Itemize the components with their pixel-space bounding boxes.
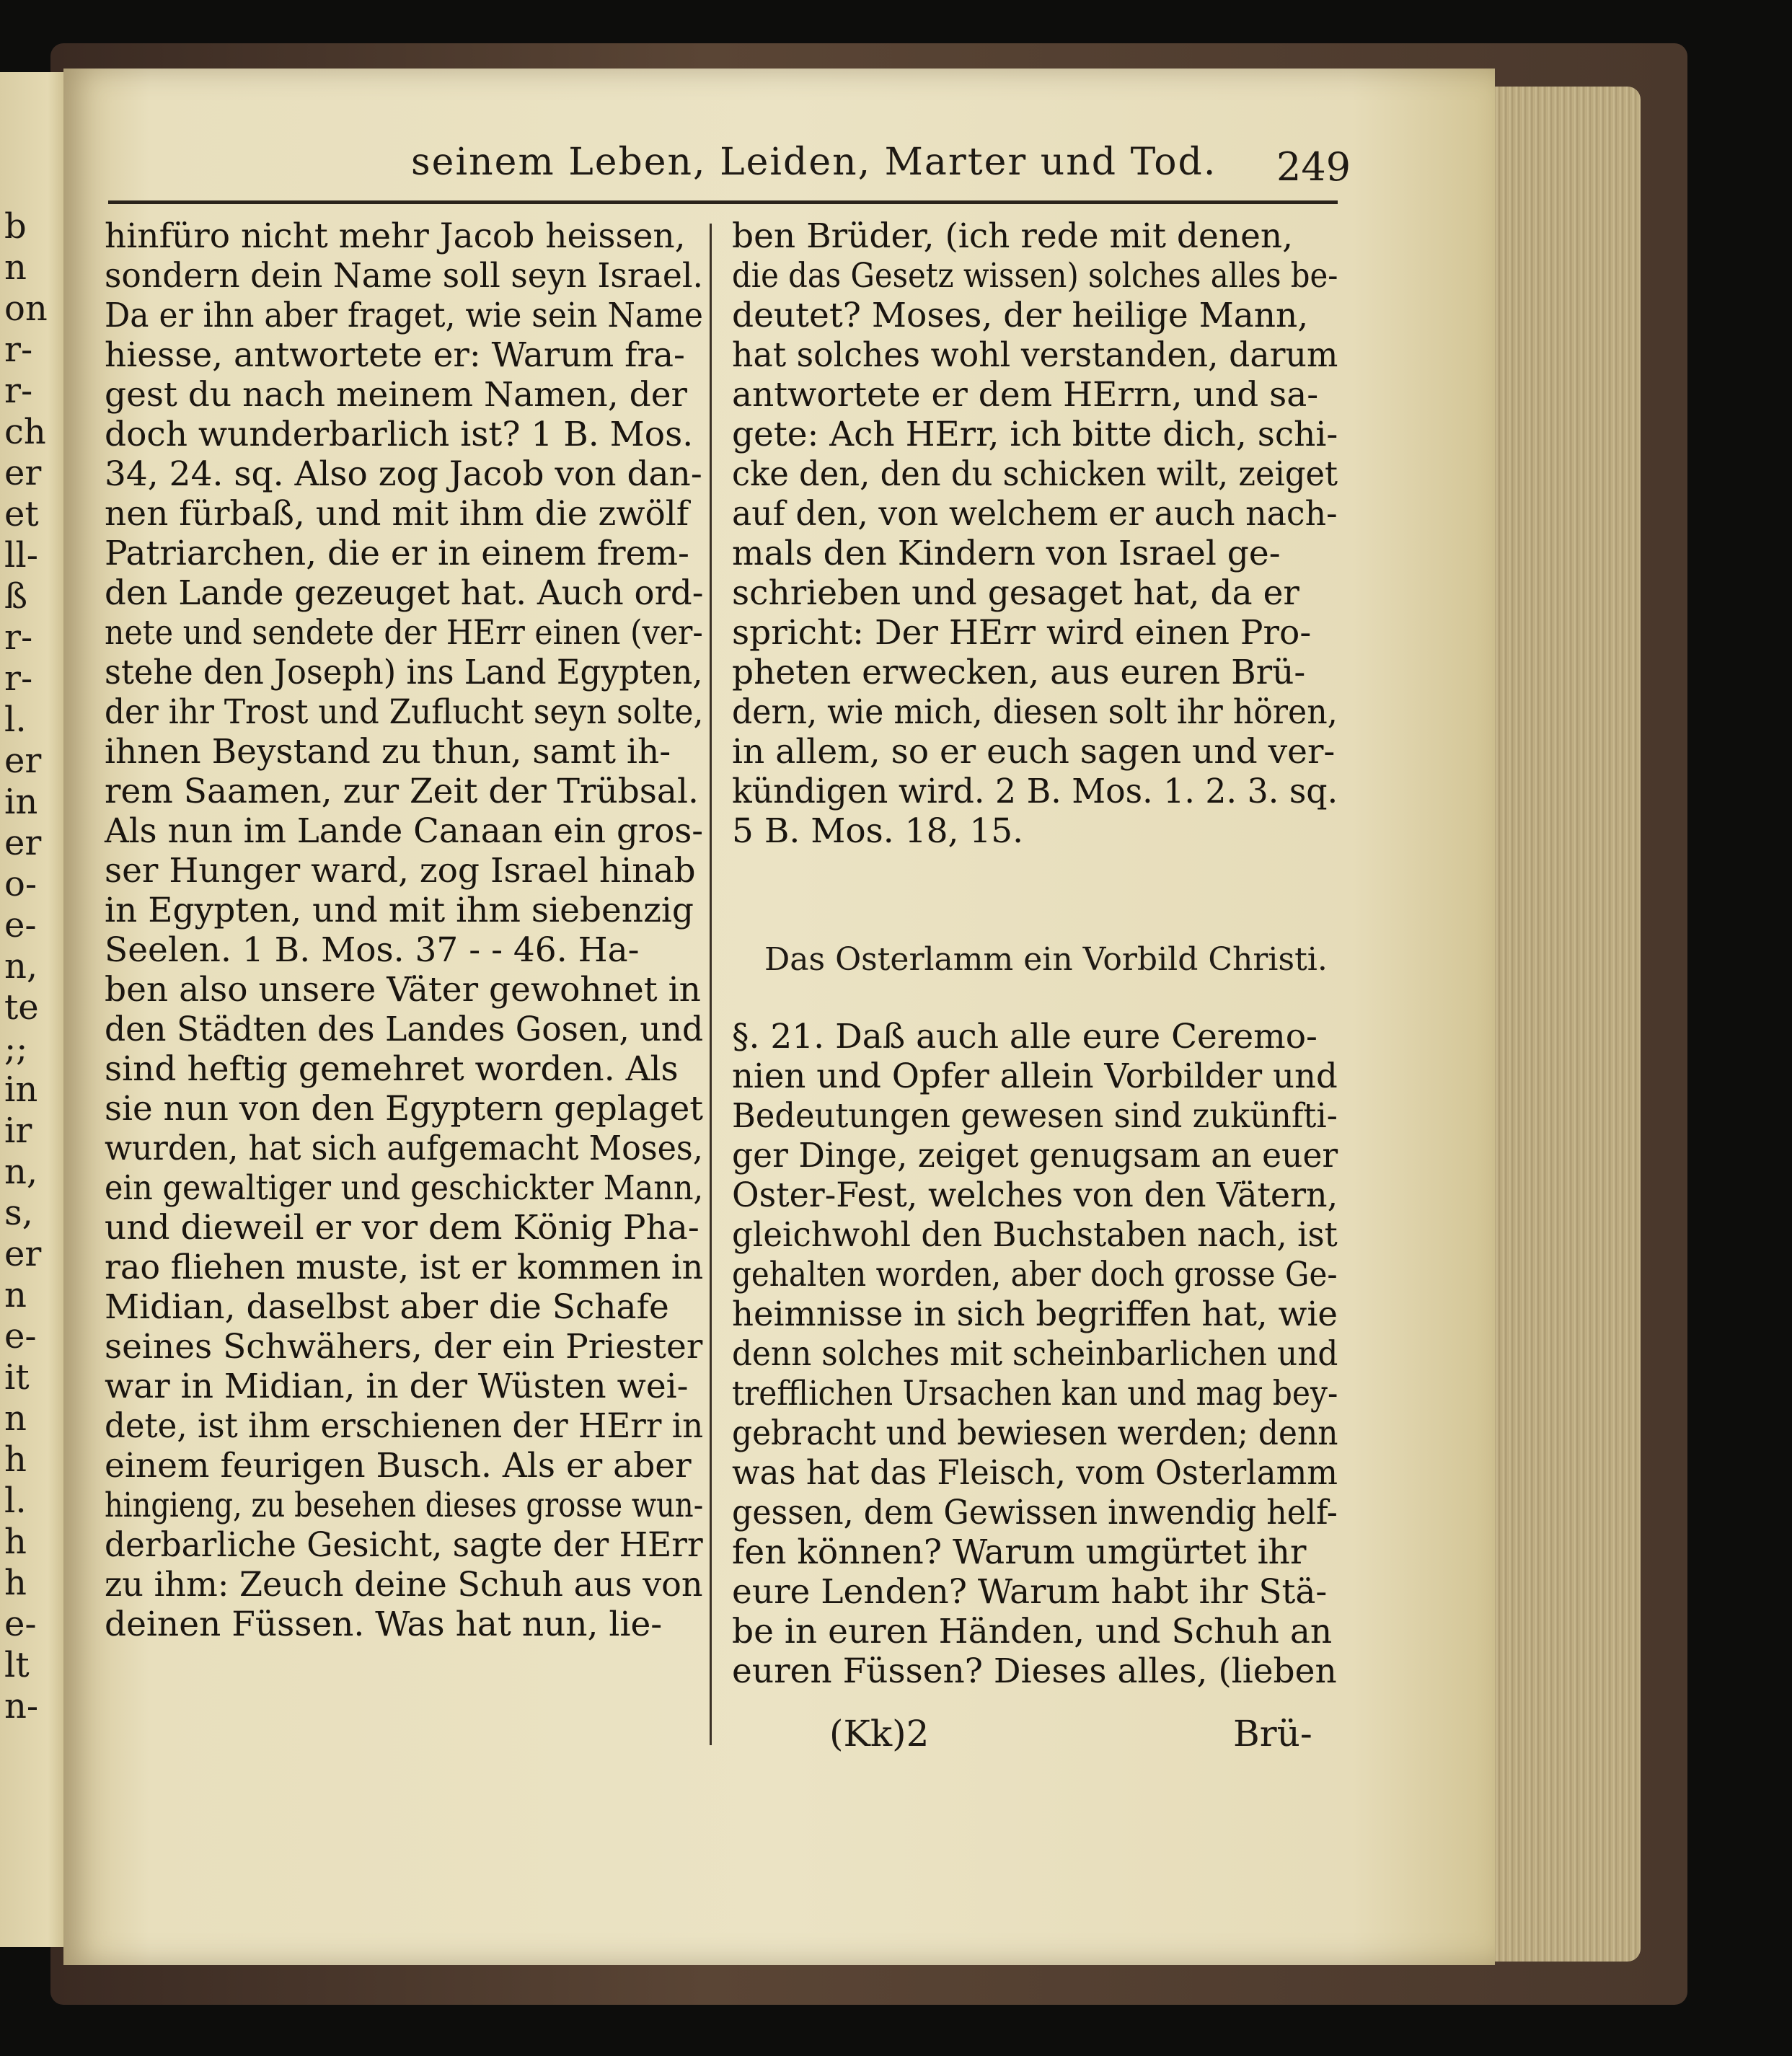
page-fore-edge <box>1482 87 1641 1962</box>
text-line: Bedeutungen gewesen sind zukünfti- <box>732 1096 1338 1136</box>
facing-page-fragment: n <box>4 1398 27 1439</box>
text-line: ein gewaltiger und geschickter Mann, <box>105 1168 704 1208</box>
facing-page-strip <box>0 72 69 1947</box>
text-line: Seelen. 1 B. Mos. 37 - - 46. Ha- <box>105 930 640 970</box>
facing-page-fragment: er <box>4 741 42 781</box>
text-line: 5 B. Mos. 18, 15. <box>732 811 1024 851</box>
text-line: nen fürbaß, und mit ihm die zwölf <box>105 494 689 534</box>
facing-page-fragment: h <box>4 1439 27 1480</box>
text-line: sie nun von den Egyptern geplaget <box>105 1089 704 1129</box>
text-line: sind heftig gemehret worden. Als <box>105 1049 679 1089</box>
text-line: dern, wie mich, diesen solt ihr hören, <box>732 692 1338 732</box>
text-line: cke den, den du schicken wilt, zeiget <box>732 454 1338 494</box>
facing-page-fragment: l. <box>4 1481 27 1521</box>
facing-page-fragment: r- <box>4 617 33 658</box>
text-line: kündigen wird. 2 B. Mos. 1. 2. 3. sq. <box>732 772 1338 811</box>
text-line: gleichwohl den Buchstaben nach, ist <box>732 1215 1338 1255</box>
text-line: fen können? Warum umgürtet ihr <box>732 1532 1307 1572</box>
text-line: hinfüro nicht mehr Jacob heissen, <box>105 216 686 256</box>
text-line: nien und Opfer allein Vorbilder und <box>732 1056 1338 1096</box>
facing-page-fragment: it <box>4 1357 30 1398</box>
text-line: seines Schwähers, der ein Priester <box>105 1327 703 1367</box>
running-head: seinem Leben, Leiden, Marter und Tod. <box>411 141 1217 184</box>
facing-page-fragment: s, <box>4 1193 33 1233</box>
text-line: rao fliehen muste, ist er kommen in <box>105 1248 704 1287</box>
facing-page-fragment: er <box>4 1234 42 1274</box>
facing-page-fragment: n- <box>4 1686 39 1726</box>
text-line: denn solches mit scheinbarlichen und <box>732 1334 1338 1374</box>
facing-page-fragment: e- <box>4 1316 37 1356</box>
text-line: Da er ihn aber fraget, wie sein Name <box>105 296 703 335</box>
facing-page-fragment: n <box>4 1275 27 1315</box>
section-heading: Das Osterlamm ein Vorbild Christi. <box>764 941 1328 978</box>
facing-page-fragment: ;; <box>4 1028 28 1069</box>
text-line: deinen Füssen. Was hat nun, lie- <box>105 1605 663 1644</box>
text-line: trefflichen Ursachen kan und mag bey- <box>732 1374 1338 1413</box>
text-line: hiesse, antwortete er: Warum fra- <box>105 335 685 375</box>
catchword: Brü- <box>1233 1713 1312 1755</box>
facing-page-fragment: n <box>4 247 27 288</box>
text-line: und dieweil er vor dem König Pha- <box>105 1208 699 1248</box>
text-line: pheten erwecken, aus euren Brü- <box>732 653 1306 692</box>
right-text-column-top <box>732 216 1338 851</box>
text-line: war in Midian, in der Wüsten wei- <box>105 1367 689 1406</box>
text-line: ben also unsere Väter gewohnet in <box>105 970 701 1010</box>
text-line: gete: Ach HErr, ich bitte dich, schi- <box>732 415 1338 454</box>
text-line: gebracht und bewiesen werden; denn <box>732 1413 1338 1453</box>
text-line: wurden, hat sich aufgemacht Moses, <box>105 1129 703 1168</box>
text-line: einem feurigen Busch. Als er aber <box>105 1446 692 1486</box>
facing-page-fragment: on <box>4 288 48 329</box>
facing-page-fragment: n, <box>4 1152 38 1192</box>
text-line: antwortete er dem HErrn, und sa- <box>732 375 1319 415</box>
facing-page-fragment: in <box>4 782 38 822</box>
facing-page-fragment: r- <box>4 658 33 699</box>
text-line: schrieben und gesaget hat, da er <box>732 573 1299 613</box>
text-line: ser Hunger ward, zog Israel hinab <box>105 851 696 891</box>
text-line: in Egypten, und mit ihm siebenzig <box>105 891 694 930</box>
right-text-column-bottom <box>732 1017 1338 1691</box>
facing-page-fragment: r- <box>4 330 33 370</box>
text-line: Oster-Fest, welches von den Vätern, <box>732 1175 1338 1215</box>
text-line: heimnisse in sich begriffen hat, wie <box>732 1294 1338 1334</box>
facing-page-fragment: er <box>4 823 42 863</box>
facing-page-fragment: er <box>4 453 42 493</box>
text-line: ben Brüder, (ich rede mit denen, <box>732 216 1294 256</box>
facing-page-fragment: te <box>4 987 39 1028</box>
text-line: Als nun im Lande Canaan ein gros- <box>105 811 704 851</box>
facing-page-fragment: h <box>4 1522 27 1562</box>
page-number: 249 <box>1276 144 1351 190</box>
facing-page-fragment: ll- <box>4 535 38 575</box>
text-line: gest du nach meinem Namen, der <box>105 375 688 415</box>
signature-mark: (Kk)2 <box>829 1713 930 1755</box>
text-line: zu ihm: Zeuch deine Schuh aus von <box>105 1565 703 1605</box>
text-line: mals den Kindern von Israel ge- <box>732 534 1281 573</box>
facing-page-fragment: r- <box>4 371 33 411</box>
facing-page-fragment: e- <box>4 905 37 945</box>
facing-page-fragment: lt <box>4 1645 30 1685</box>
text-line: ihnen Beystand zu thun, samt ih- <box>105 732 671 772</box>
text-line: den Lande gezeuget hat. Auch ord- <box>105 573 704 613</box>
text-line: §. 21. Daß auch alle eure Ceremo- <box>732 1017 1317 1056</box>
text-line: derbarliche Gesicht, sagte der HErr <box>105 1525 703 1565</box>
text-line: deutet? Moses, der heilige Mann, <box>732 296 1309 335</box>
text-line: doch wunderbarlich ist? 1 B. Mos. <box>105 415 694 454</box>
facing-page-fragment: ch <box>4 412 46 452</box>
text-line: stehe den Joseph) ins Land Egypten, <box>105 653 703 692</box>
text-line: 34, 24. sq. Also zog Jacob von dan- <box>105 454 702 494</box>
text-line: den Städten des Landes Gosen, und <box>105 1010 704 1049</box>
text-line: hingieng, zu besehen dieses grosse wun- <box>105 1486 704 1525</box>
facing-page-fragment: e- <box>4 1604 37 1644</box>
text-line: eure Lenden? Warum habt ihr Stä- <box>732 1572 1328 1612</box>
text-line: nete und sendete der HErr einen (ver- <box>105 613 703 653</box>
text-line: der ihr Trost und Zuflucht seyn solte, <box>105 692 704 732</box>
facing-page-fragment: ir <box>4 1111 32 1151</box>
text-line: spricht: Der HErr wird einen Pro- <box>732 613 1312 653</box>
text-line: gehalten worden, aber doch grosse Ge- <box>732 1255 1338 1294</box>
text-line: die das Gesetz wissen) solches alles be- <box>732 256 1338 296</box>
facing-page-fragment: n, <box>4 946 38 987</box>
facing-page-fragment: b <box>4 206 27 247</box>
facing-page-fragment: o- <box>4 864 37 904</box>
text-line: was hat das Fleisch, vom Osterlamm <box>732 1453 1338 1493</box>
facing-page-fragment: h <box>4 1563 27 1603</box>
text-line: euren Füssen? Dieses alles, (lieben <box>732 1651 1337 1691</box>
column-divider <box>710 224 712 1745</box>
text-line: ger Dinge, zeiget genugsam an euer <box>732 1136 1338 1175</box>
left-text-column <box>105 216 703 1644</box>
text-line: Patriarchen, die er in einem frem- <box>105 534 689 573</box>
text-line: sondern dein Name soll seyn Israel. <box>105 256 703 296</box>
facing-page-fragment: l. <box>4 700 27 740</box>
text-line: gessen, dem Gewissen inwendig helf- <box>732 1493 1338 1532</box>
header-rule <box>108 200 1338 204</box>
text-line: in allem, so er euch sagen und ver- <box>732 732 1336 772</box>
text-line: Midian, daselbst aber die Schafe <box>105 1287 669 1327</box>
text-line: hat solches wohl verstanden, darum <box>732 335 1338 375</box>
text-line: be in euren Händen, und Schuh an <box>732 1612 1333 1651</box>
text-line: rem Saamen, zur Zeit der Trübsal. <box>105 772 699 811</box>
facing-page-fragment: et <box>4 494 39 534</box>
facing-page-fragment: ß <box>4 576 28 617</box>
facing-page-fragment: in <box>4 1069 38 1110</box>
text-line: auf den, von welchem er auch nach- <box>732 494 1338 534</box>
text-line: dete, ist ihm erschienen der HErr in <box>105 1406 704 1446</box>
